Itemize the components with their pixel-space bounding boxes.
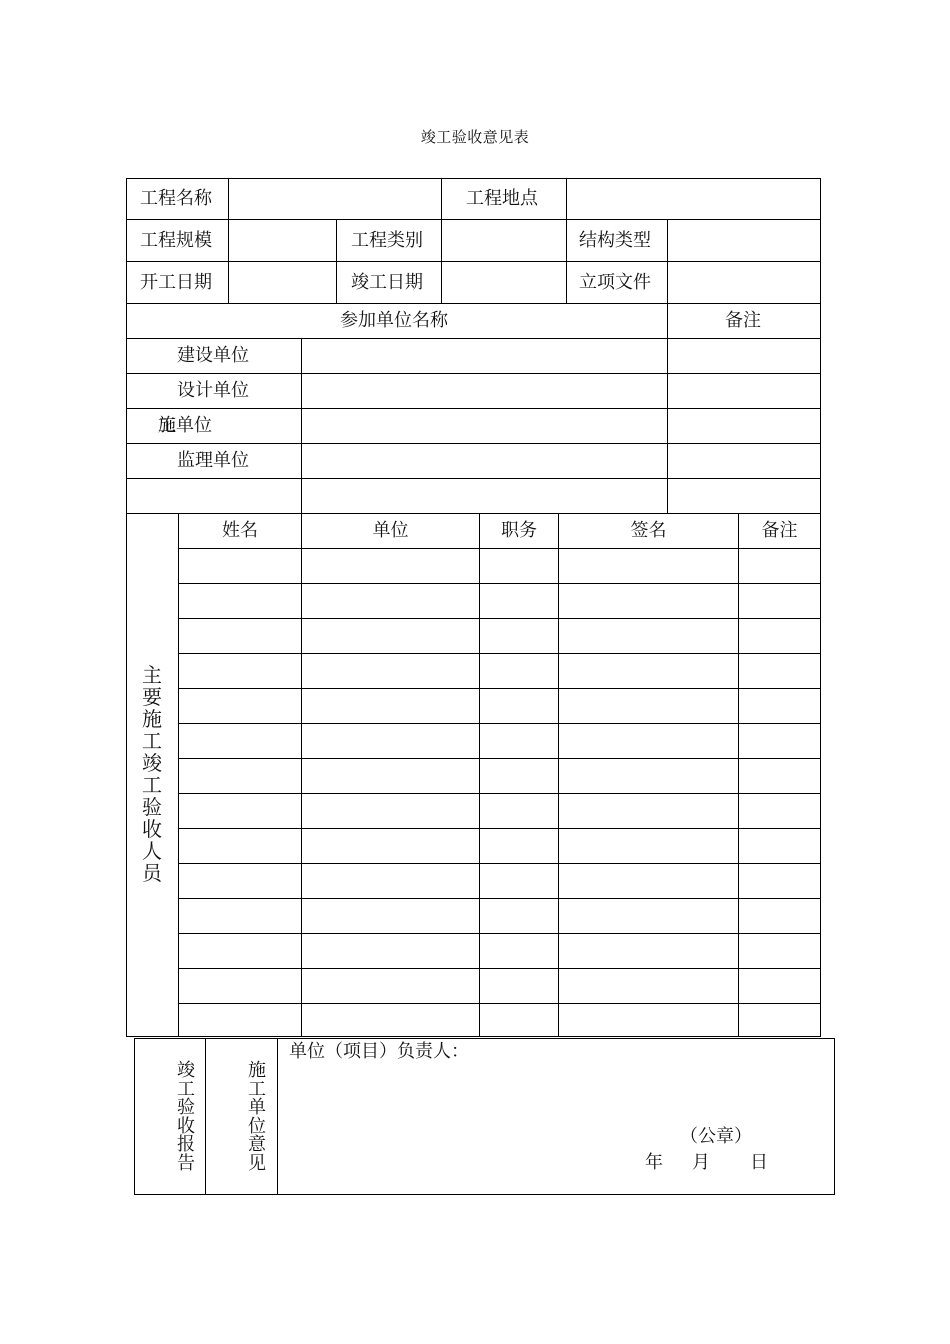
year-label: 年	[645, 1152, 663, 1173]
project-category-field[interactable]	[442, 220, 566, 261]
personnel-signature-cell[interactable]	[559, 619, 738, 653]
approval-doc-label: 立项文件	[579, 272, 651, 293]
personnel-signature-cell[interactable]	[559, 584, 738, 618]
personnel-side-label: 主要施工竣工验收人员	[142, 663, 162, 885]
column-header-unit: 单位	[372, 520, 409, 541]
page-title: 竣工验收意见表	[420, 128, 530, 146]
personnel-name-cell[interactable]	[179, 794, 301, 828]
table-border	[205, 1038, 206, 1195]
personnel-position-cell[interactable]	[480, 794, 558, 828]
personnel-name-cell[interactable]	[179, 689, 301, 723]
personnel-signature-cell[interactable]	[559, 794, 738, 828]
unit-name-field[interactable]	[302, 409, 667, 443]
personnel-unit-cell[interactable]	[302, 1004, 479, 1038]
personnel-unit-cell[interactable]	[302, 549, 479, 583]
personnel-remark-cell[interactable]	[739, 759, 820, 793]
personnel-signature-cell[interactable]	[559, 549, 738, 583]
responsible-person-label: 单位（项目）负责人：	[289, 1041, 469, 1062]
personnel-name-cell[interactable]	[179, 584, 301, 618]
personnel-position-cell[interactable]	[480, 654, 558, 688]
personnel-remark-cell[interactable]	[739, 689, 820, 723]
personnel-remark-cell[interactable]	[739, 724, 820, 758]
column-header-name: 姓名	[222, 520, 258, 541]
unit-name-field[interactable]	[302, 374, 667, 408]
month-label: 月	[692, 1152, 710, 1173]
start-date-label: 开工日期	[140, 272, 212, 293]
column-header-signature: 签名	[630, 520, 667, 541]
personnel-remark-cell[interactable]	[739, 1004, 820, 1038]
column-header-remark: 备注	[761, 520, 798, 541]
personnel-remark-cell[interactable]	[739, 794, 820, 828]
project-location-field[interactable]	[567, 179, 820, 219]
project-category-label: 工程类别	[351, 230, 423, 251]
personnel-name-cell[interactable]	[179, 619, 301, 653]
table-border	[134, 1194, 835, 1195]
personnel-position-cell[interactable]	[480, 549, 558, 583]
personnel-position-cell[interactable]	[480, 689, 558, 723]
unit-name-field[interactable]	[302, 479, 667, 513]
unit-name-field[interactable]	[302, 339, 667, 373]
personnel-signature-cell[interactable]	[559, 829, 738, 863]
personnel-unit-cell[interactable]	[302, 829, 479, 863]
personnel-unit-cell[interactable]	[302, 689, 479, 723]
personnel-position-cell[interactable]	[480, 969, 558, 1003]
approval-doc-field[interactable]	[668, 262, 820, 303]
table-border	[126, 513, 821, 514]
personnel-position-cell[interactable]	[480, 759, 558, 793]
personnel-remark-cell[interactable]	[739, 934, 820, 968]
personnel-position-cell[interactable]	[480, 584, 558, 618]
personnel-remark-cell[interactable]	[739, 549, 820, 583]
personnel-unit-cell[interactable]	[302, 619, 479, 653]
unit-name-header: 参加单位名称	[340, 310, 448, 331]
personnel-unit-cell[interactable]	[302, 864, 479, 898]
personnel-name-cell[interactable]	[179, 864, 301, 898]
personnel-signature-cell[interactable]	[559, 899, 738, 933]
personnel-signature-cell[interactable]	[559, 1004, 738, 1038]
opinion-field[interactable]	[278, 1065, 834, 1125]
personnel-name-cell[interactable]	[179, 549, 301, 583]
personnel-unit-cell[interactable]	[302, 899, 479, 933]
structure-type-field[interactable]	[668, 220, 820, 261]
unit-row-label: 建设单位	[177, 345, 249, 366]
personnel-unit-cell[interactable]	[302, 794, 479, 828]
personnel-name-cell[interactable]	[179, 654, 301, 688]
personnel-unit-cell[interactable]	[302, 759, 479, 793]
unit-row-label: 设计单位	[177, 380, 249, 401]
personnel-unit-cell[interactable]	[302, 584, 479, 618]
project-scale-field[interactable]	[229, 220, 336, 261]
personnel-remark-cell[interactable]	[739, 654, 820, 688]
personnel-signature-cell[interactable]	[559, 864, 738, 898]
personnel-unit-cell[interactable]	[302, 724, 479, 758]
personnel-name-cell[interactable]	[179, 759, 301, 793]
table-border	[566, 219, 567, 303]
unit-row-label: 监理单位	[177, 450, 249, 471]
personnel-name-cell[interactable]	[179, 829, 301, 863]
personnel-position-cell[interactable]	[480, 619, 558, 653]
project-name-field[interactable]	[229, 179, 441, 219]
construction-opinion-label: 施工单位意见	[248, 1060, 266, 1174]
personnel-position-cell[interactable]	[480, 829, 558, 863]
personnel-position-cell[interactable]	[480, 899, 558, 933]
table-border	[126, 178, 127, 1037]
personnel-position-cell[interactable]	[480, 864, 558, 898]
project-name-label: 工程名称	[140, 188, 212, 209]
structure-type-label: 结构类型	[579, 230, 651, 251]
personnel-signature-cell[interactable]	[559, 654, 738, 688]
report-side-label: 竣工验收报告	[177, 1060, 195, 1174]
unit-row-label	[158, 416, 212, 436]
personnel-name-cell[interactable]	[179, 899, 301, 933]
unit-name-field[interactable]	[302, 444, 667, 478]
column-header-position: 职务	[501, 520, 537, 541]
table-border	[126, 303, 821, 304]
project-location-label: 工程地点	[466, 188, 538, 209]
construction-unit-b: 单位	[176, 415, 212, 436]
personnel-unit-cell[interactable]	[302, 969, 479, 1003]
completion-date-field[interactable]	[442, 262, 566, 303]
personnel-remark-cell[interactable]	[739, 829, 820, 863]
personnel-position-cell[interactable]	[480, 1004, 558, 1038]
personnel-name-cell[interactable]	[179, 934, 301, 968]
unit-remark-header: 备注	[725, 310, 761, 331]
day-label: 日	[750, 1152, 768, 1173]
personnel-signature-cell[interactable]	[559, 759, 738, 793]
personnel-name-cell[interactable]	[179, 724, 301, 758]
personnel-name-cell[interactable]	[179, 969, 301, 1003]
table-border	[834, 1038, 835, 1195]
personnel-position-cell[interactable]	[480, 724, 558, 758]
personnel-name-cell[interactable]	[179, 1004, 301, 1038]
personnel-remark-cell[interactable]	[739, 864, 820, 898]
personnel-unit-cell[interactable]	[302, 654, 479, 688]
personnel-remark-cell[interactable]	[739, 899, 820, 933]
personnel-unit-cell[interactable]	[302, 934, 479, 968]
personnel-signature-cell[interactable]	[559, 934, 738, 968]
table-border	[336, 219, 337, 303]
official-seal-label: （公章）	[680, 1126, 752, 1147]
personnel-signature-cell[interactable]	[559, 724, 738, 758]
personnel-remark-cell[interactable]	[739, 619, 820, 653]
table-border	[134, 1038, 835, 1039]
personnel-position-cell[interactable]	[480, 934, 558, 968]
start-date-field[interactable]	[229, 262, 336, 303]
table-border	[820, 178, 821, 1037]
personnel-remark-cell[interactable]	[739, 969, 820, 1003]
personnel-signature-cell[interactable]	[559, 689, 738, 723]
table-border	[134, 1038, 135, 1195]
personnel-remark-cell[interactable]	[739, 584, 820, 618]
project-scale-label: 工程规模	[140, 230, 212, 251]
completion-date-label: 竣工日期	[351, 272, 423, 293]
personnel-signature-cell[interactable]	[559, 969, 738, 1003]
